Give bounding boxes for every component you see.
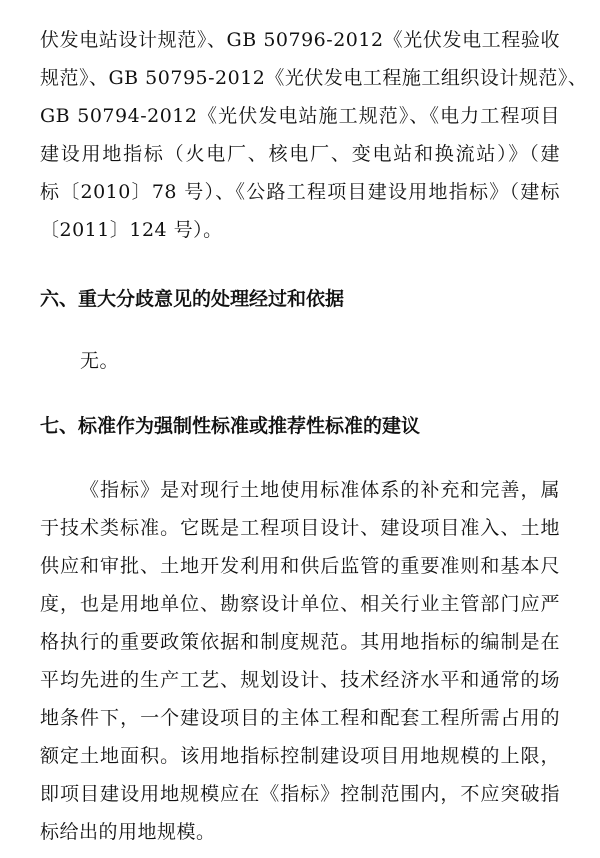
para1-line-1: 伏发电站设计规范》、GB 50796-2012《光伏发电工程验收 [40, 29, 560, 51]
para2-line-10: 标给出的用地规模。 [40, 821, 216, 843]
para2-line-5: 格执行的重要政策依据和制度规范。其用地指标的编制是在 [40, 631, 560, 653]
para1-line-6: 〔2011〕124 号）。 [40, 219, 223, 241]
section-heading-7: 七、标准作为强制性标准或推荐性标准的建议 [40, 415, 421, 437]
para2-line-6: 平均先进的生产工艺、规划设计、技术经济水平和通常的场 [40, 669, 560, 691]
para2-line-3: 供应和审批、土地开发利用和供后监管的重要准则和基本尺 [40, 555, 560, 577]
para1-line-4: 建设用地指标（火电厂、核电厂、变电站和换流站）》（建 [40, 143, 560, 165]
para2-line-4: 度，也是用地单位、勘察设计单位、相关行业主管部门应严 [40, 593, 560, 615]
para1-line-3: GB 50794-2012《光伏发电站施工规范》、《电力工程项目 [40, 105, 560, 127]
para2-line-2: 于技术类标准。它既是工程项目设计、建设项目准入、土地 [40, 517, 560, 539]
para2-line-1: 《指标》是对现行土地使用标准体系的补充和完善，属 [80, 479, 560, 501]
para1-line-5: 标〔2010〕78 号）、《公路工程项目建设用地指标》（建标 [40, 181, 560, 203]
para2-line-9: 即项目建设用地规模应在《指标》控制范围内，不应突破指 [40, 783, 560, 805]
para2-line-7: 地条件下，一个建设项目的主体工程和配套工程所需占用的 [40, 707, 560, 729]
section-heading-6: 六、重大分歧意见的处理经过和依据 [40, 288, 345, 310]
section-6-body: 无。 [80, 350, 120, 372]
para1-line-2: 规范》、GB 50795-2012《光伏发电工程施工组织设计规范》、 [40, 67, 588, 89]
para2-line-8: 额定土地面积。该用地指标控制建设项目用地规模的上限， [40, 745, 560, 767]
